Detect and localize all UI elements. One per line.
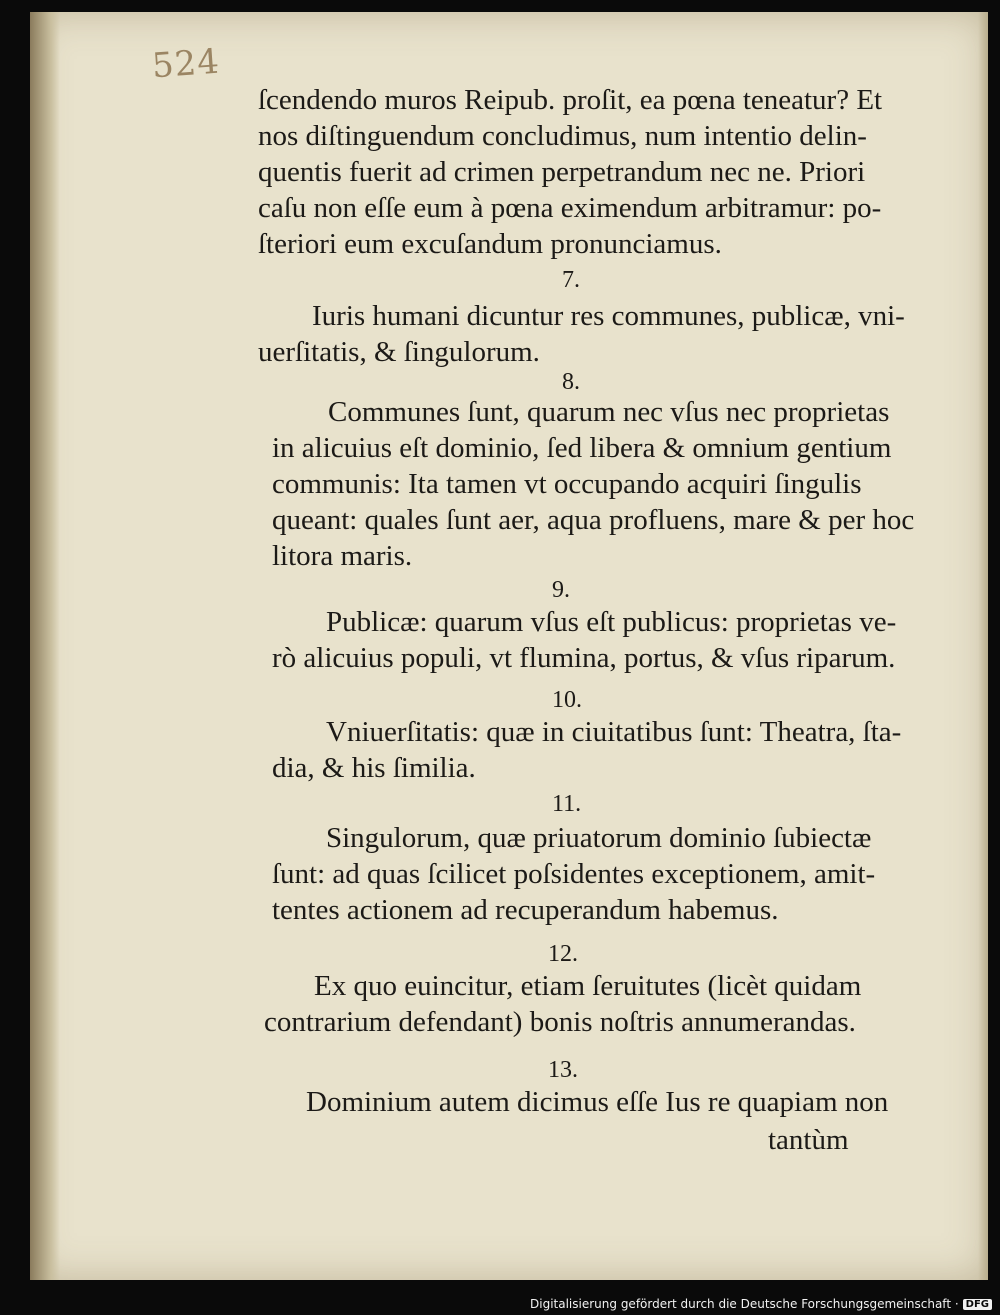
text-line-1: ſcendendo muros Reipub. proſit, ea pœna teneatur? Et [258,84,883,116]
section-number-12: 12. [548,941,578,967]
text-line-14: rò alicuius populi, vt flumina, portus, & vſus riparum. [272,642,896,674]
book-spine [30,12,60,1280]
catchword: tantùm [768,1124,849,1156]
text-line-21: contrarium defendant) bonis noſtris annumerandas. [264,1006,856,1038]
text-line-6: Iuris humani dicuntur res communes, publicæ, vni- [312,300,905,332]
text-line-11: queant: quales ſunt aer, aqua profluens, mare & per hoc [272,504,915,536]
dfg-logo: DFG [963,1299,992,1310]
section-number-9: 9. [552,577,570,603]
text-line-16: dia, & his ſimilia. [272,752,476,784]
section-number-7: 7. [562,267,580,293]
page-edge [978,12,988,1280]
text-line-19: tentes actionem ad recuperandum habemus. [272,894,779,926]
text-line-3: quentis fuerit ad crimen perpetrandum nec ne. Priori [258,156,866,188]
section-number-10: 10. [552,687,582,713]
text-line-10: communis: Ita tamen vt occupando acquiri ſingulis [272,468,862,500]
text-line-8: Communes ſunt, quarum nec vſus nec proprietas [328,396,890,428]
text-line-4: caſu non eſſe eum à pœna eximendum arbitramur: po- [258,192,882,224]
text-line-18: ſunt: ad quas ſcilicet poſsidentes exceptionem, amit- [272,858,876,890]
handwritten-folio-number: 524 [150,41,222,87]
text-line-15: Vniuerſitatis: quæ in ciuitatibus ſunt: Theatra, ſta- [326,716,902,748]
text-line-13: Publicæ: quarum vſus eſt publicus: proprietas ve- [326,606,897,638]
text-line-20: Ex quo euincitur, etiam ſeruitutes (licèt quidam [314,970,862,1002]
digitization-credit [530,1297,992,1311]
credit-text: Digitalisierung gefördert durch die Deutsche Forschungsgemeinschaft · [530,1297,959,1311]
text-line-12: litora maris. [272,540,413,572]
section-number-13: 13. [548,1057,578,1083]
text-line-9: in alicuius eſt dominio, ſed libera & omnium gentium [272,432,892,464]
text-line-22: Dominium autem dicimus eſſe Ius re quapiam non [306,1086,889,1118]
text-line-2: nos diſtinguendum concludimus, num intentio delin- [258,120,867,152]
section-number-11: 11. [552,791,582,817]
text-line-7: uerſitatis, & ſingulorum. [258,336,540,368]
text-line-17: Singulorum, quæ priuatorum dominio ſubiectæ [326,822,872,854]
section-number-8: 8. [562,369,580,395]
text-line-5: ſteriori eum excuſandum pronunciamus. [258,228,722,260]
